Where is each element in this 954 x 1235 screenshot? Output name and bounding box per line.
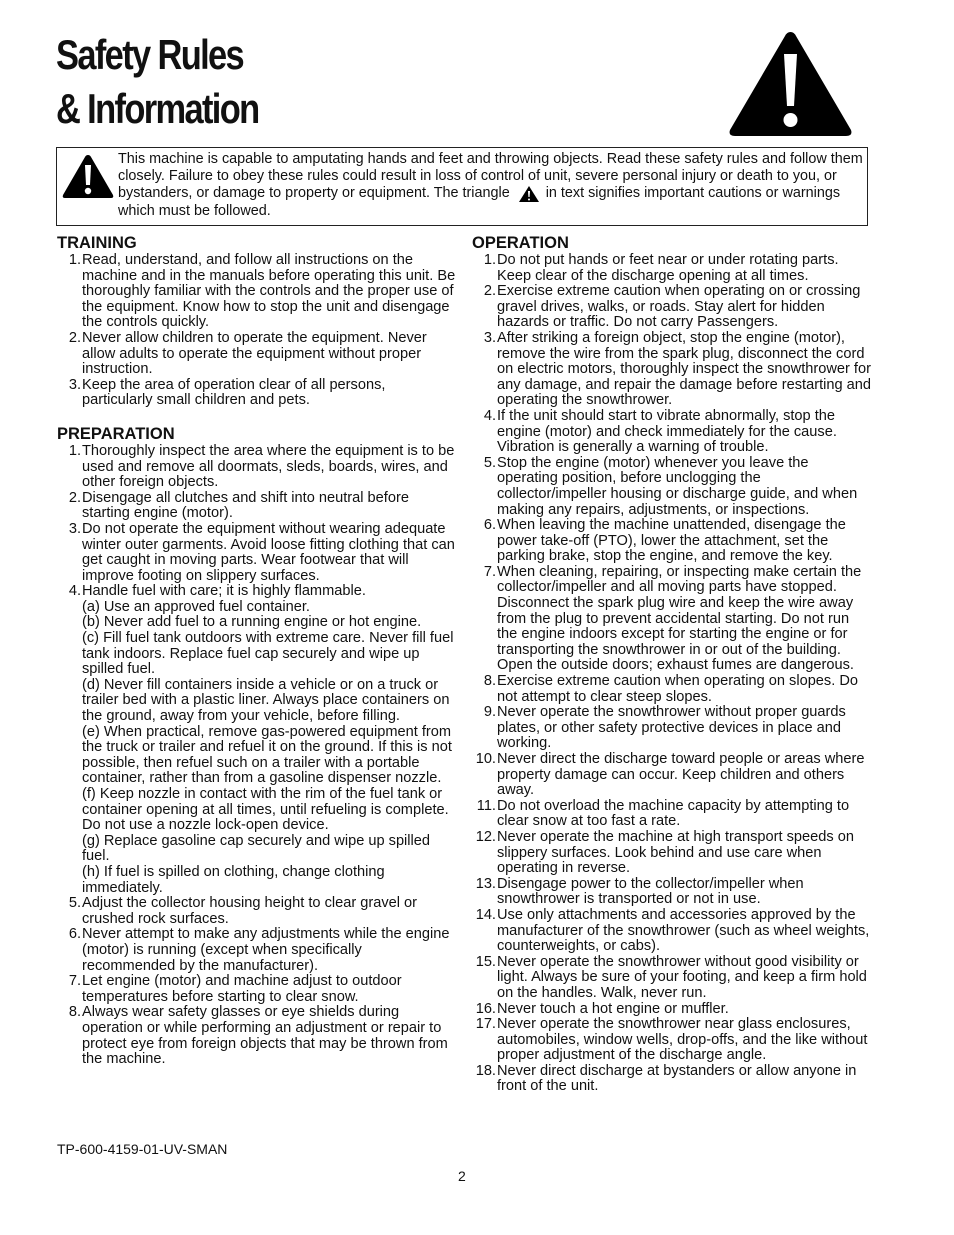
page-title-line1: Safety Rules bbox=[56, 31, 244, 78]
item-text: Never operate the snowthrower without proper guards plates, or other safety protective devices in place and working. bbox=[497, 704, 846, 752]
item-number: 18. bbox=[475, 1062, 496, 1079]
list-item bbox=[472, 705, 872, 752]
list-item bbox=[57, 896, 457, 927]
item-number: 12. bbox=[475, 828, 496, 845]
preparation-heading: PREPARATION bbox=[57, 424, 175, 443]
inline-warning-triangle-icon bbox=[518, 185, 540, 203]
item-text: Never operate the snowthrower near glass enclosures, automobiles, window wells, drop-offs, and the like without proper adjustment of the discharge angle. bbox=[497, 1016, 868, 1064]
preparation-list bbox=[57, 444, 457, 1068]
item-text: Use only attachments and accessories approved by the manufacturer of the snowthrower (such as wheel weights, counterweights, or cabs). bbox=[497, 906, 870, 955]
item-text: If the unit should start to vibrate abnormally, stop the engine (motor) and check immediately for the cause. Vibration is generally a warning of trouble. bbox=[497, 407, 837, 456]
item-text: When cleaning, repairing, or inspecting make certain the collector/impeller and all moving parts have stopped. Disconnect the spark plug wire and keep the wire away from the plug to prevent accidental starting. Do not run the engine indoors except for starting the engine or for transporting the snowthrower in or out of the building. Open the outside doors; exhaust fumes are dangerous. bbox=[497, 563, 862, 674]
operation-list bbox=[472, 253, 872, 1095]
list-item bbox=[472, 253, 872, 284]
fuel-subitem: (a) Use an approved fuel container. bbox=[82, 598, 310, 615]
list-item bbox=[472, 1064, 872, 1095]
fuel-subitem: (f) Keep nozzle in contact with the rim of the fuel tank or container opening at all times, until refueling is complete. Do not use a nozzle lock-open device. bbox=[82, 786, 449, 834]
list-item bbox=[57, 584, 457, 896]
item-number: 11. bbox=[476, 797, 496, 814]
item-number: 15. bbox=[475, 953, 496, 970]
fuel-subitem: (b) Never add fuel to a running engine or hot engine. bbox=[82, 614, 422, 631]
list-item bbox=[472, 1002, 872, 1018]
list-item bbox=[57, 444, 457, 491]
item-number: 4. bbox=[483, 407, 496, 424]
list-item bbox=[472, 955, 872, 1002]
item-text: Read, understand, and follow all instructions on the machine and in the manuals before operating this unit. Be thoroughly familiar with the controls and the proper use of the equipment. Know how to stop the unit and disengage the controls quickly. bbox=[82, 252, 456, 331]
safety-warning-box bbox=[56, 147, 868, 226]
item-text: Never direct discharge at bystanders or allow anyone in front of the unit. bbox=[497, 1062, 857, 1095]
item-number: 8. bbox=[483, 673, 496, 690]
list-item bbox=[472, 908, 872, 955]
list-item bbox=[57, 491, 457, 522]
item-number: 13. bbox=[475, 875, 496, 892]
list-item bbox=[57, 1005, 457, 1067]
page-number: 2 bbox=[458, 1168, 466, 1184]
list-item bbox=[472, 752, 872, 799]
item-text: Never operate the snowthrower without good visibility or light. Always be sure of your footing, and keep a firm hold on the handles. Walk, never run. bbox=[497, 953, 867, 1001]
list-item bbox=[57, 522, 457, 584]
item-text: Exercise extreme caution when operating on slopes. Do not attempt to clear steep slopes. bbox=[497, 673, 858, 705]
item-number: 1. bbox=[68, 252, 81, 268]
list-item bbox=[57, 253, 457, 331]
item-text: Never allow children to operate the equipment. Never allow adults to operate the equipment without proper instruction. bbox=[82, 329, 427, 378]
training-list bbox=[57, 253, 457, 409]
warning-text bbox=[118, 151, 863, 220]
item-text: Never touch a hot engine or muffler. bbox=[497, 1000, 729, 1017]
fuel-subitem: (e) When practical, remove gas-powered equipment from the truck or trailer and refuel it on the ground. If this is not possible, then refuel such on a trailer with a portable container, rather than from a gasoline dispenser nozzle. bbox=[82, 723, 452, 787]
list-item bbox=[472, 830, 872, 877]
item-number: 2. bbox=[68, 329, 81, 346]
item-number: 14. bbox=[475, 906, 496, 923]
left-column bbox=[57, 233, 457, 1068]
page-title-line2: & Information bbox=[56, 85, 259, 132]
fuel-subitem: (c) Fill fuel tank outdoors with extreme care. Never fill fuel tank indoors. Replace fuel cap securely and wipe up spilled fuel. bbox=[82, 630, 454, 678]
item-text: Do not overload the machine capacity by attempting to clear snow at too fast a rate. bbox=[497, 797, 850, 830]
item-number: 3. bbox=[68, 376, 81, 393]
item-number: 7. bbox=[483, 563, 496, 580]
list-item bbox=[472, 565, 872, 674]
item-number: 1. bbox=[68, 442, 81, 459]
item-text: Never attempt to make any adjustments while the engine (motor) is running (except when specifically recommended by the manufacturer). bbox=[82, 926, 450, 974]
item-text: Keep the area of operation clear of all persons, particularly small children and pets. bbox=[82, 376, 386, 409]
item-number: 7. bbox=[68, 973, 81, 990]
operation-heading: OPERATION bbox=[472, 234, 569, 252]
item-text: Never direct the discharge toward people or areas where property damage can occur. Keep children and others away. bbox=[497, 751, 865, 799]
item-text: Stop the engine (motor) whenever you leave the operating position, before unclogging the collector/impeller housing or discharge guide, and when making any repairs, adjustments, or inspections. bbox=[497, 454, 858, 518]
item-number: 6. bbox=[483, 517, 496, 534]
training-heading: TRAINING bbox=[57, 234, 137, 252]
list-item bbox=[472, 456, 872, 518]
item-text: Adjust the collector housing height to clear gravel or crushed rock surfaces. bbox=[82, 895, 418, 927]
list-item bbox=[472, 409, 872, 456]
item-number: 3. bbox=[68, 520, 81, 537]
fuel-subitem: (d) Never fill containers inside a vehicle or on a truck or trailer bed with a plastic liner. Always place containers on the ground, away from your vehicle, before filling. bbox=[82, 676, 450, 725]
item-number: 10. bbox=[475, 751, 496, 767]
item-text: Let engine (motor) and machine adjust to outdoor temperatures before starting to clear snow. bbox=[82, 973, 402, 1005]
item-number: 5. bbox=[68, 895, 81, 912]
item-text bbox=[82, 584, 457, 896]
item-number: 6. bbox=[68, 926, 81, 943]
item-text: Never operate the machine at high transport speeds on slippery surfaces. Look behind and use care when operating in reverse. bbox=[497, 828, 854, 877]
item-number: 2. bbox=[483, 283, 496, 300]
item-text: Do not operate the equipment without wearing adequate winter outer garments. Avoid loose fitting clothing that can get caught in moving parts. Wear footwear that will improve footing on slippery surfaces. bbox=[82, 520, 455, 584]
list-item bbox=[472, 331, 872, 409]
item-text: Disengage power to the collector/impeller when snowthrower is transported or not in use. bbox=[497, 875, 804, 908]
list-item bbox=[472, 799, 872, 830]
item-number: 8. bbox=[68, 1004, 81, 1021]
fuel-subitem: (h) If fuel is spilled on clothing, change clothing immediately. bbox=[82, 863, 385, 896]
list-item bbox=[472, 284, 872, 331]
item-text: After striking a foreign object, stop the engine (motor), remove the wire from the spark plug, disconnect the cord on electric motors, thoroughly inspect the snowthrower for any damage, and repair the damage before restarting and operating the snowthrower. bbox=[497, 329, 872, 409]
list-item bbox=[472, 1017, 872, 1064]
item-text-main: Handle fuel with care; it is highly flammable. bbox=[82, 583, 366, 600]
item-number: 9. bbox=[483, 704, 496, 721]
list-item bbox=[472, 518, 872, 565]
item-number: 17. bbox=[475, 1016, 496, 1033]
warning-triangle-icon bbox=[727, 28, 854, 140]
item-text: Always wear safety glasses or eye shields during operation or while performing an adjustment or repair to protect eye from foreign objects that may be thrown from the machine. bbox=[82, 1004, 448, 1068]
list-item bbox=[57, 927, 457, 974]
warning-text-main: This machine is capable to amputating hands and feet and throwing objects. Read these safety rules and follow them closely. Failure to obey these rules could result in loss of control of unit, severe personal injury or death to you, or bystanders, or damage to property or equipment. The triangle bbox=[118, 151, 863, 201]
item-text: Disengage all clutches and shift into neutral before starting engine (motor). bbox=[82, 489, 409, 522]
item-number: 1. bbox=[483, 252, 496, 268]
right-column bbox=[472, 233, 872, 1095]
document-id: TP-600-4159-01-UV-SMAN bbox=[57, 1141, 228, 1157]
list-item bbox=[57, 331, 457, 378]
fuel-subitem: (g) Replace gasoline cap securely and wipe up spilled fuel. bbox=[82, 832, 431, 865]
list-item bbox=[472, 674, 872, 705]
list-item bbox=[57, 378, 457, 409]
item-number: 5. bbox=[483, 454, 496, 471]
warning-text-end: in text signifies important cautions or warnings which must be followed. bbox=[118, 185, 841, 219]
list-item bbox=[472, 877, 872, 908]
warning-triangle-icon bbox=[61, 152, 115, 200]
item-number: 4. bbox=[68, 583, 81, 600]
item-text: When leaving the machine unattended, disengage the power take-off (PTO), lower the attachment, set the parking brake, stop the engine, and remove the key. bbox=[497, 517, 846, 565]
item-text: Do not put hands or feet near or under rotating parts. Keep clear of the discharge opening at all times. bbox=[497, 252, 839, 284]
item-text: Exercise extreme caution when operating on or crossing gravel drives, walks, or roads. Stay alert for hidden hazards or traffic. Do not carry Passengers. bbox=[497, 283, 861, 331]
list-item bbox=[57, 974, 457, 1005]
item-text: Thoroughly inspect the area where the equipment is to be used and remove all doormats, sleds, boards, wires, and other foreign objects. bbox=[82, 442, 455, 491]
item-number: 3. bbox=[483, 329, 496, 346]
page-title bbox=[56, 28, 259, 136]
item-number: 16. bbox=[475, 1000, 496, 1017]
item-number: 2. bbox=[68, 489, 81, 506]
